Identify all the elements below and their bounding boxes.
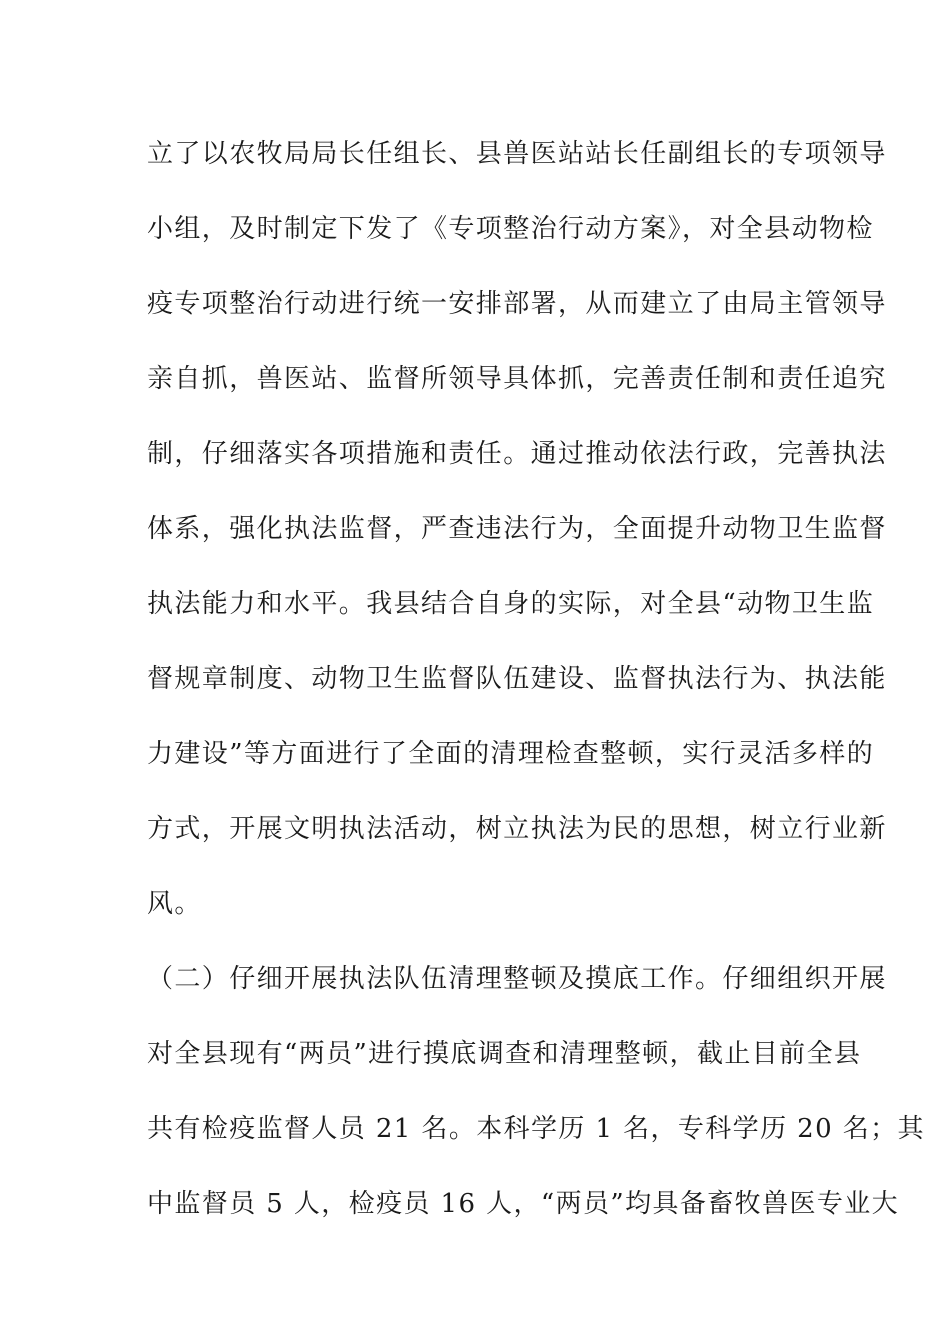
text-line: 对全县现有“两员”进行摸底调查和清理整顿，截止目前全县 bbox=[147, 1039, 862, 1069]
text-line: 疫专项整治行动进行统一安排部署，从而建立了由局主管领导 bbox=[147, 289, 887, 319]
text-line: 执法能力和水平。我县结合自身的实际，对全县“动物卫生监 bbox=[147, 589, 875, 619]
text-line: （二）仔细开展执法队伍清理整顿及摸底工作。仔细组织开展 bbox=[147, 964, 887, 994]
text-line: 力建设”等方面进行了全面的清理检查整顿，实行灵活多样的 bbox=[147, 739, 875, 769]
text-line: 亲自抓，兽医站、监督所领导具体抓，完善责任制和责任追究 bbox=[147, 364, 887, 394]
text-line: 立了以农牧局局长任组长、县兽医站站长任副组长的专项领导 bbox=[147, 139, 887, 169]
text-line: 督规章制度、动物卫生监督队伍建设、监督执法行为、执法能 bbox=[147, 664, 887, 694]
text-line: 制，仔细落实各项措施和责任。通过推动依法行政，完善执法 bbox=[147, 439, 887, 469]
text-line: 共有检疫监督人员 21 名。本科学历 1 名，专科学历 20 名；其 bbox=[147, 1114, 925, 1144]
text-line: 风。 bbox=[147, 889, 202, 919]
text-line: 小组，及时制定下发了《专项整治行动方案》，对全县动物检 bbox=[147, 214, 874, 244]
text-line: 中监督员 5 人，检疫员 16 人，“两员”均具备畜牧兽医专业大 bbox=[147, 1189, 900, 1219]
text-line: 方式，开展文明执法活动，树立执法为民的思想，树立行业新 bbox=[147, 814, 887, 844]
text-line: 体系，强化执法监督，严查违法行为，全面提升动物卫生监督 bbox=[147, 514, 887, 544]
